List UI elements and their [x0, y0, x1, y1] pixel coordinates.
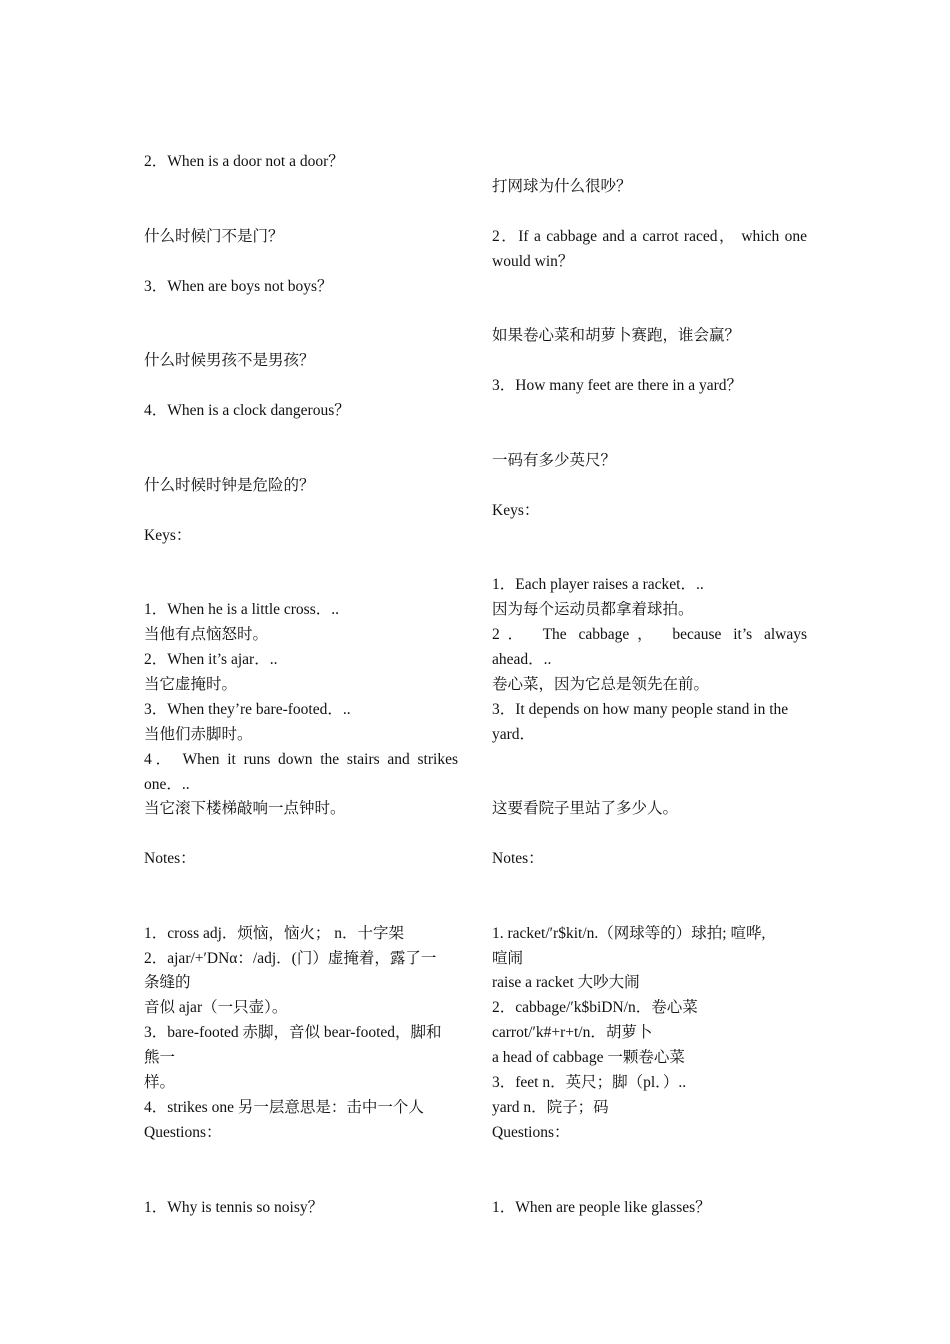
key-1-translation: 因为每个运动员都拿着球拍。: [492, 601, 694, 618]
note-3: 3．bare-footed 赤脚，音似 bear-footed，脚和: [144, 1024, 442, 1041]
note-2-carrot: carrot/′k#+r+t/n．胡萝卜: [492, 1024, 653, 1041]
key-2: 2．When it’s ajar．..: [144, 651, 278, 668]
key-3-translation: 当他们赤脚时。: [144, 726, 253, 743]
question-3: 3．How many feet are there in a yard？: [492, 377, 743, 394]
question-2: 2．When is a door not a door？: [144, 153, 344, 170]
key-3: 3．When they’re bare-footed．..: [144, 701, 351, 718]
key-3-translation: 这要看院子里站了多少人。: [492, 800, 679, 817]
question-2-translation: 如果卷心菜和胡萝卜赛跑，谁会赢？: [492, 327, 741, 344]
key-2: 2． The cabbage， because it’s always: [492, 626, 807, 643]
question-1-translation: 打网球为什么很吵？: [492, 178, 632, 195]
questions-heading: Questions：: [492, 1124, 570, 1141]
note-2: 2．cabbage/′k$biDN/n．卷心菜: [492, 999, 698, 1016]
key-2-translation: 卷心菜，因为它总是领先在前。: [492, 676, 710, 693]
notes-heading: Notes：: [144, 850, 196, 867]
keys-heading: Keys：: [144, 527, 192, 544]
notes-heading: Notes：: [492, 850, 544, 867]
note-1-continued: 喧闹: [492, 950, 524, 967]
question-2-translation: 什么时候门不是门？: [144, 228, 284, 245]
question-3: 3．When are boys not boys？: [144, 278, 333, 295]
note-3-end: 样。: [144, 1074, 176, 1091]
question-1: 1．Why is tennis so noisy？: [144, 1199, 324, 1216]
keys-heading: Keys：: [492, 502, 540, 519]
note-3-yard: yard n．院子；码: [492, 1099, 609, 1116]
key-4-continued: one．..: [144, 776, 190, 793]
question-4-translation: 什么时候时钟是危险的？: [144, 477, 315, 494]
note-1-phrase: raise a racket 大吵大闹: [492, 974, 640, 991]
note-2-continued: 条缝的: [144, 974, 191, 991]
note-1: 1．cross adj．烦恼，恼火； n．十字架: [144, 925, 405, 942]
question-3-translation: 一码有多少英尺？: [492, 452, 617, 469]
note-3-continued: 熊一: [144, 1049, 176, 1066]
note-2-phrase: a head of cabbage 一颗卷心菜: [492, 1049, 685, 1066]
note-1: 1. racket/′r$kit/n.（网球等的）球拍; 喧哗,: [492, 925, 766, 942]
note-2-sound-alike: 音似 ajar（一只壶）。: [144, 999, 288, 1016]
question-4: 4．When is a clock dangerous？: [144, 402, 350, 419]
note-3: 3．feet n．英尺；脚（pl．）..: [492, 1074, 687, 1091]
key-1-translation: 当他有点恼怒时。: [144, 626, 269, 643]
note-4: 4．strikes one 另一层意思是：击中一个人: [144, 1099, 424, 1116]
question-2-continued: would win？: [492, 253, 574, 270]
key-2-translation: 当它虚掩时。: [144, 676, 238, 693]
question-1: 1．When are people like glasses？: [492, 1199, 711, 1216]
key-4: 4． When it runs down the stairs and strikes: [144, 751, 458, 768]
question-2: 2．If a cabbage and a carrot raced， which one: [492, 228, 807, 245]
question-3-translation: 什么时候男孩不是男孩？: [144, 352, 315, 369]
key-2-continued: ahead．..: [492, 651, 552, 668]
key-1: 1．Each player raises a racket．..: [492, 576, 704, 593]
key-3-continued: yard．: [492, 726, 536, 743]
key-3: 3．It depends on how many people stand in the: [492, 701, 789, 718]
key-4-translation: 当它滚下楼梯敲响一点钟时。: [144, 800, 346, 817]
note-2: 2．ajar/+′DNα：/adj．(门）虚掩着，露了一: [144, 950, 437, 967]
questions-heading: Questions：: [144, 1124, 222, 1141]
key-1: 1．When he is a little cross．..: [144, 601, 339, 618]
